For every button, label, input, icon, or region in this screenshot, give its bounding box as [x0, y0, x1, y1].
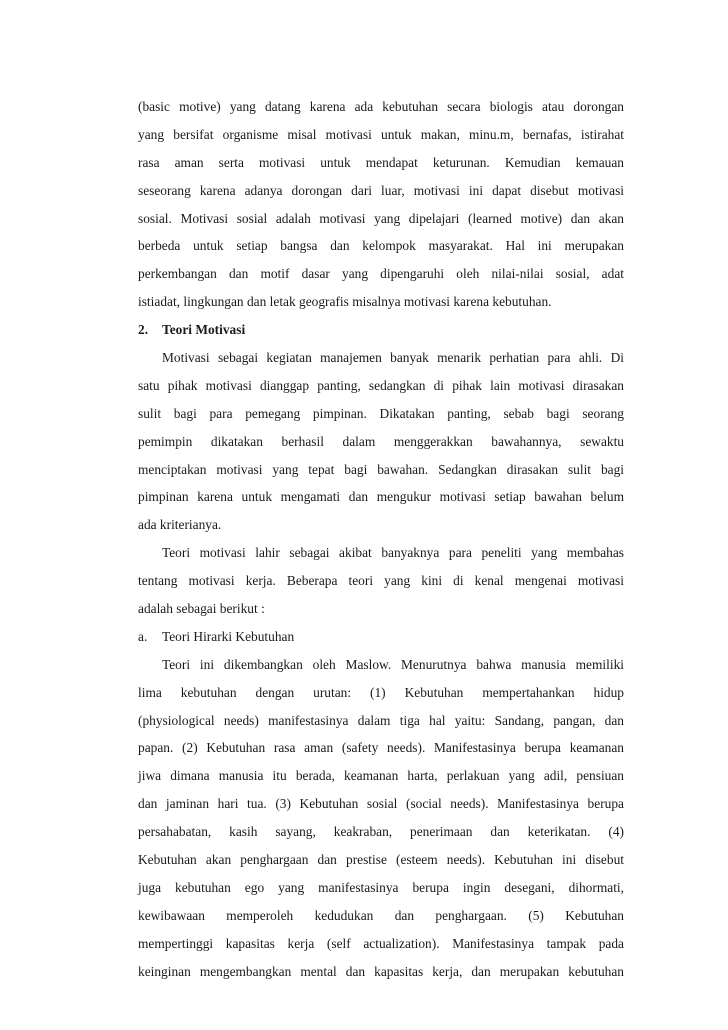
text-line: (physiological needs) manifestasinya dalam tiga hal yaitu: Sandang, pangan, dan [138, 712, 624, 728]
text-line: dan jaminan hari tua. (3) Kebutuhan sosial (social needs). Manifestasinya berupa [138, 796, 624, 812]
subsection-marker: a. [138, 628, 148, 644]
section-title: Teori Motivasi [162, 322, 246, 338]
text-line: menciptakan motivasi yang tepat bagi bawahan. Sedangkan dirasakan sulit bagi [138, 461, 624, 477]
text-line: keinginan mengembangkan mental dan kapasitas kerja, dan merupakan kebutuhan [138, 963, 624, 979]
text-line: sosial. Motivasi sosial adalah motivasi yang dipelajari (learned motive) dan akan [138, 210, 624, 226]
text-line: tentang motivasi kerja. Beberapa teori yang kini di kenal mengenai motivasi [138, 573, 624, 589]
text-line: mempertinggi kapasitas kerja (self actualization). Manifestasinya tampak pada [138, 935, 624, 951]
text-line: Teori motivasi lahir sebagai akibat banyaknya para peneliti yang membahas [162, 545, 624, 561]
text-line: kewibawaan memperoleh kedudukan dan penghargaan. (5) Kebutuhan [138, 907, 624, 923]
paragraph-basic-motive [138, 93, 624, 316]
text-line: perkembangan dan motif dasar yang dipengaruhi oleh nilai-nilai sosial, adat [138, 266, 624, 282]
text-line: istiadat, lingkungan dan letak geografis misalnya motivasi karena kebutuhan. [138, 294, 552, 310]
paragraph-maslow [138, 651, 624, 986]
text-line: lima kebutuhan dengan urutan: (1) Kebutuhan mempertahankan hidup [138, 684, 624, 700]
text-line: rasa aman serta motivasi untuk mendapat keturunan. Kemudian kemauan [138, 154, 624, 170]
text-line: pemimpin dikatakan berhasil dalam menggerakkan bawahannya, sewaktu [138, 433, 624, 449]
text-line: jiwa dimana manusia itu berada, keamanan harta, perlakuan yang adil, pensiuan [138, 768, 624, 784]
text-line: pimpinan karena untuk mengamati dan mengukur motivasi setiap bawahan belum [138, 489, 624, 505]
subsection-heading [138, 623, 624, 651]
section-heading [138, 316, 624, 344]
paragraph-motivasi-manajemen [138, 344, 624, 539]
text-line: adalah sebagai berikut : [138, 601, 265, 617]
text-line: satu pihak motivasi dianggap panting, sedangkan di pihak lain motivasi dirasakan [138, 377, 624, 393]
document-page [138, 93, 624, 986]
section-number: 2. [138, 322, 149, 338]
text-line: (basic motive) yang datang karena ada kebutuhan secara biologis atau dorongan [138, 99, 624, 114]
text-line: persahabatan, kasih sayang, keakraban, penerimaan dan keterikatan. (4) [138, 824, 624, 840]
text-line: berbeda untuk setiap bangsa dan kelompok masyarakat. Hal ini merupakan [138, 238, 624, 254]
text-line: Teori ini dikembangkan oleh Maslow. Menurutnya bahwa manusia memiliki [162, 656, 624, 672]
text-line: yang bersifat organisme misal motivasi untuk makan, minu.m, bernafas, istirahat [138, 126, 624, 142]
text-line: papan. (2) Kebutuhan rasa aman (safety needs). Manifestasinya berupa keamanan [138, 740, 624, 756]
text-line: seseorang karena adanya dorongan dari luar, motivasi ini dapat disebut motivasi [138, 182, 624, 198]
subsection-title: Teori Hirarki Kebutuhan [162, 628, 295, 644]
text-line: juga kebutuhan ego yang manifestasinya berupa ingin desegani, dihormati, [138, 879, 624, 895]
text-line: ada kriterianya. [138, 517, 222, 533]
text-line: Kebutuhan akan penghargaan dan prestise (esteem needs). Kebutuhan ini disebut [138, 852, 624, 868]
text-line: sulit bagi para pemegang pimpinan. Dikatakan panting, sebab bagi seorang [138, 405, 624, 421]
text-line: Motivasi sebagai kegiatan manajemen banyak menarik perhatian para ahli. Di [162, 350, 624, 366]
paragraph-teori-motivasi [138, 539, 624, 623]
